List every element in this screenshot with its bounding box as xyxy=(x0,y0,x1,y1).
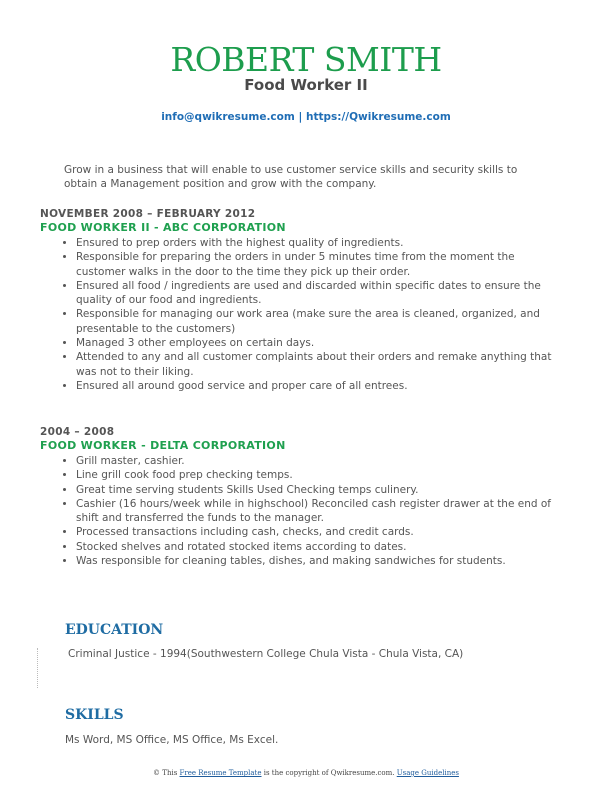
job-title: FOOD WORKER - DELTA CORPORATION xyxy=(40,439,286,452)
list-item: • Responsible for preparing the orders in under 5 minutes time from the moment the customer walks in the door to the time they pick up their order. xyxy=(76,250,560,279)
summary: Grow in a business that will enable to use customer service skills and security skills to obtain a Management position and grow with the company. xyxy=(64,164,518,190)
education-entry: Criminal Justice - 1994(Southwestern College Chula Vista - Chula Vista, CA) xyxy=(68,648,464,660)
list-item: • Ensured all around good service and proper care of all entrees. xyxy=(76,379,560,393)
email-link[interactable]: info@qwikresume.com xyxy=(161,111,295,123)
contact-line xyxy=(0,111,612,123)
job-entry xyxy=(40,207,560,393)
website-link[interactable]: https://Qwikresume.com xyxy=(305,111,451,123)
usage-guidelines-link[interactable]: Usage Guidelines xyxy=(396,769,459,777)
separator: | xyxy=(294,111,306,123)
list-item: • Line grill cook food prep checking temps. xyxy=(76,468,560,482)
skills-text: Ms Word, MS Office, MS Office, Ms Excel. xyxy=(65,734,279,746)
list-item: • Responsible for managing our work area (make sure the area is cleaned, organized, and presentable to the customers) xyxy=(76,307,560,336)
list-item: • Stocked shelves and rotated stocked items according to dates. xyxy=(76,540,560,554)
candidate-title: Food Worker II xyxy=(244,76,368,94)
job-dates: NOVEMBER 2008 – FEBRUARY 2012 xyxy=(40,208,256,220)
list-item: • Processed transactions including cash, checks, and credit cards. xyxy=(76,525,560,539)
list-item: • Attended to any and all customer complaints about their orders and remake anything that was not to their liking. xyxy=(76,350,560,379)
list-item: • Ensured to prep orders with the highest quality of ingredients. xyxy=(76,236,560,250)
footer-text: © This xyxy=(153,769,180,777)
job-dates: 2004 – 2008 xyxy=(40,426,115,438)
list-item: • Great time serving students Skills Used Checking temps culinery. xyxy=(76,483,560,497)
job-bullets xyxy=(40,454,560,568)
candidate-name: ROBERT SMITH xyxy=(170,40,442,79)
job-bullets xyxy=(40,236,560,393)
list-item: • Managed 3 other employees on certain days. xyxy=(76,336,560,350)
divider xyxy=(37,648,38,688)
list-item: • Cashier (16 hours/week while in highschool) Reconciled cash register drawer at the end of shift and transferred the funds to the manager. xyxy=(76,497,560,526)
footer xyxy=(0,769,612,777)
job-entry xyxy=(40,425,560,568)
list-item: • Was responsible for cleaning tables, dishes, and making sandwiches for students. xyxy=(76,554,560,568)
free-template-link[interactable]: Free Resume Template xyxy=(179,769,262,777)
job-title: FOOD WORKER II - ABC CORPORATION xyxy=(40,221,286,234)
skills-heading: SKILLS xyxy=(65,707,124,723)
footer-text: is the copyright of Qwikresume.com. xyxy=(261,769,397,777)
list-item: • Ensured all food / ingredients are used and discarded within specific dates to ensure the quality of our food and ingredients. xyxy=(76,279,560,308)
list-item: • Grill master, cashier. xyxy=(76,454,560,468)
education-heading: EDUCATION xyxy=(65,622,164,638)
